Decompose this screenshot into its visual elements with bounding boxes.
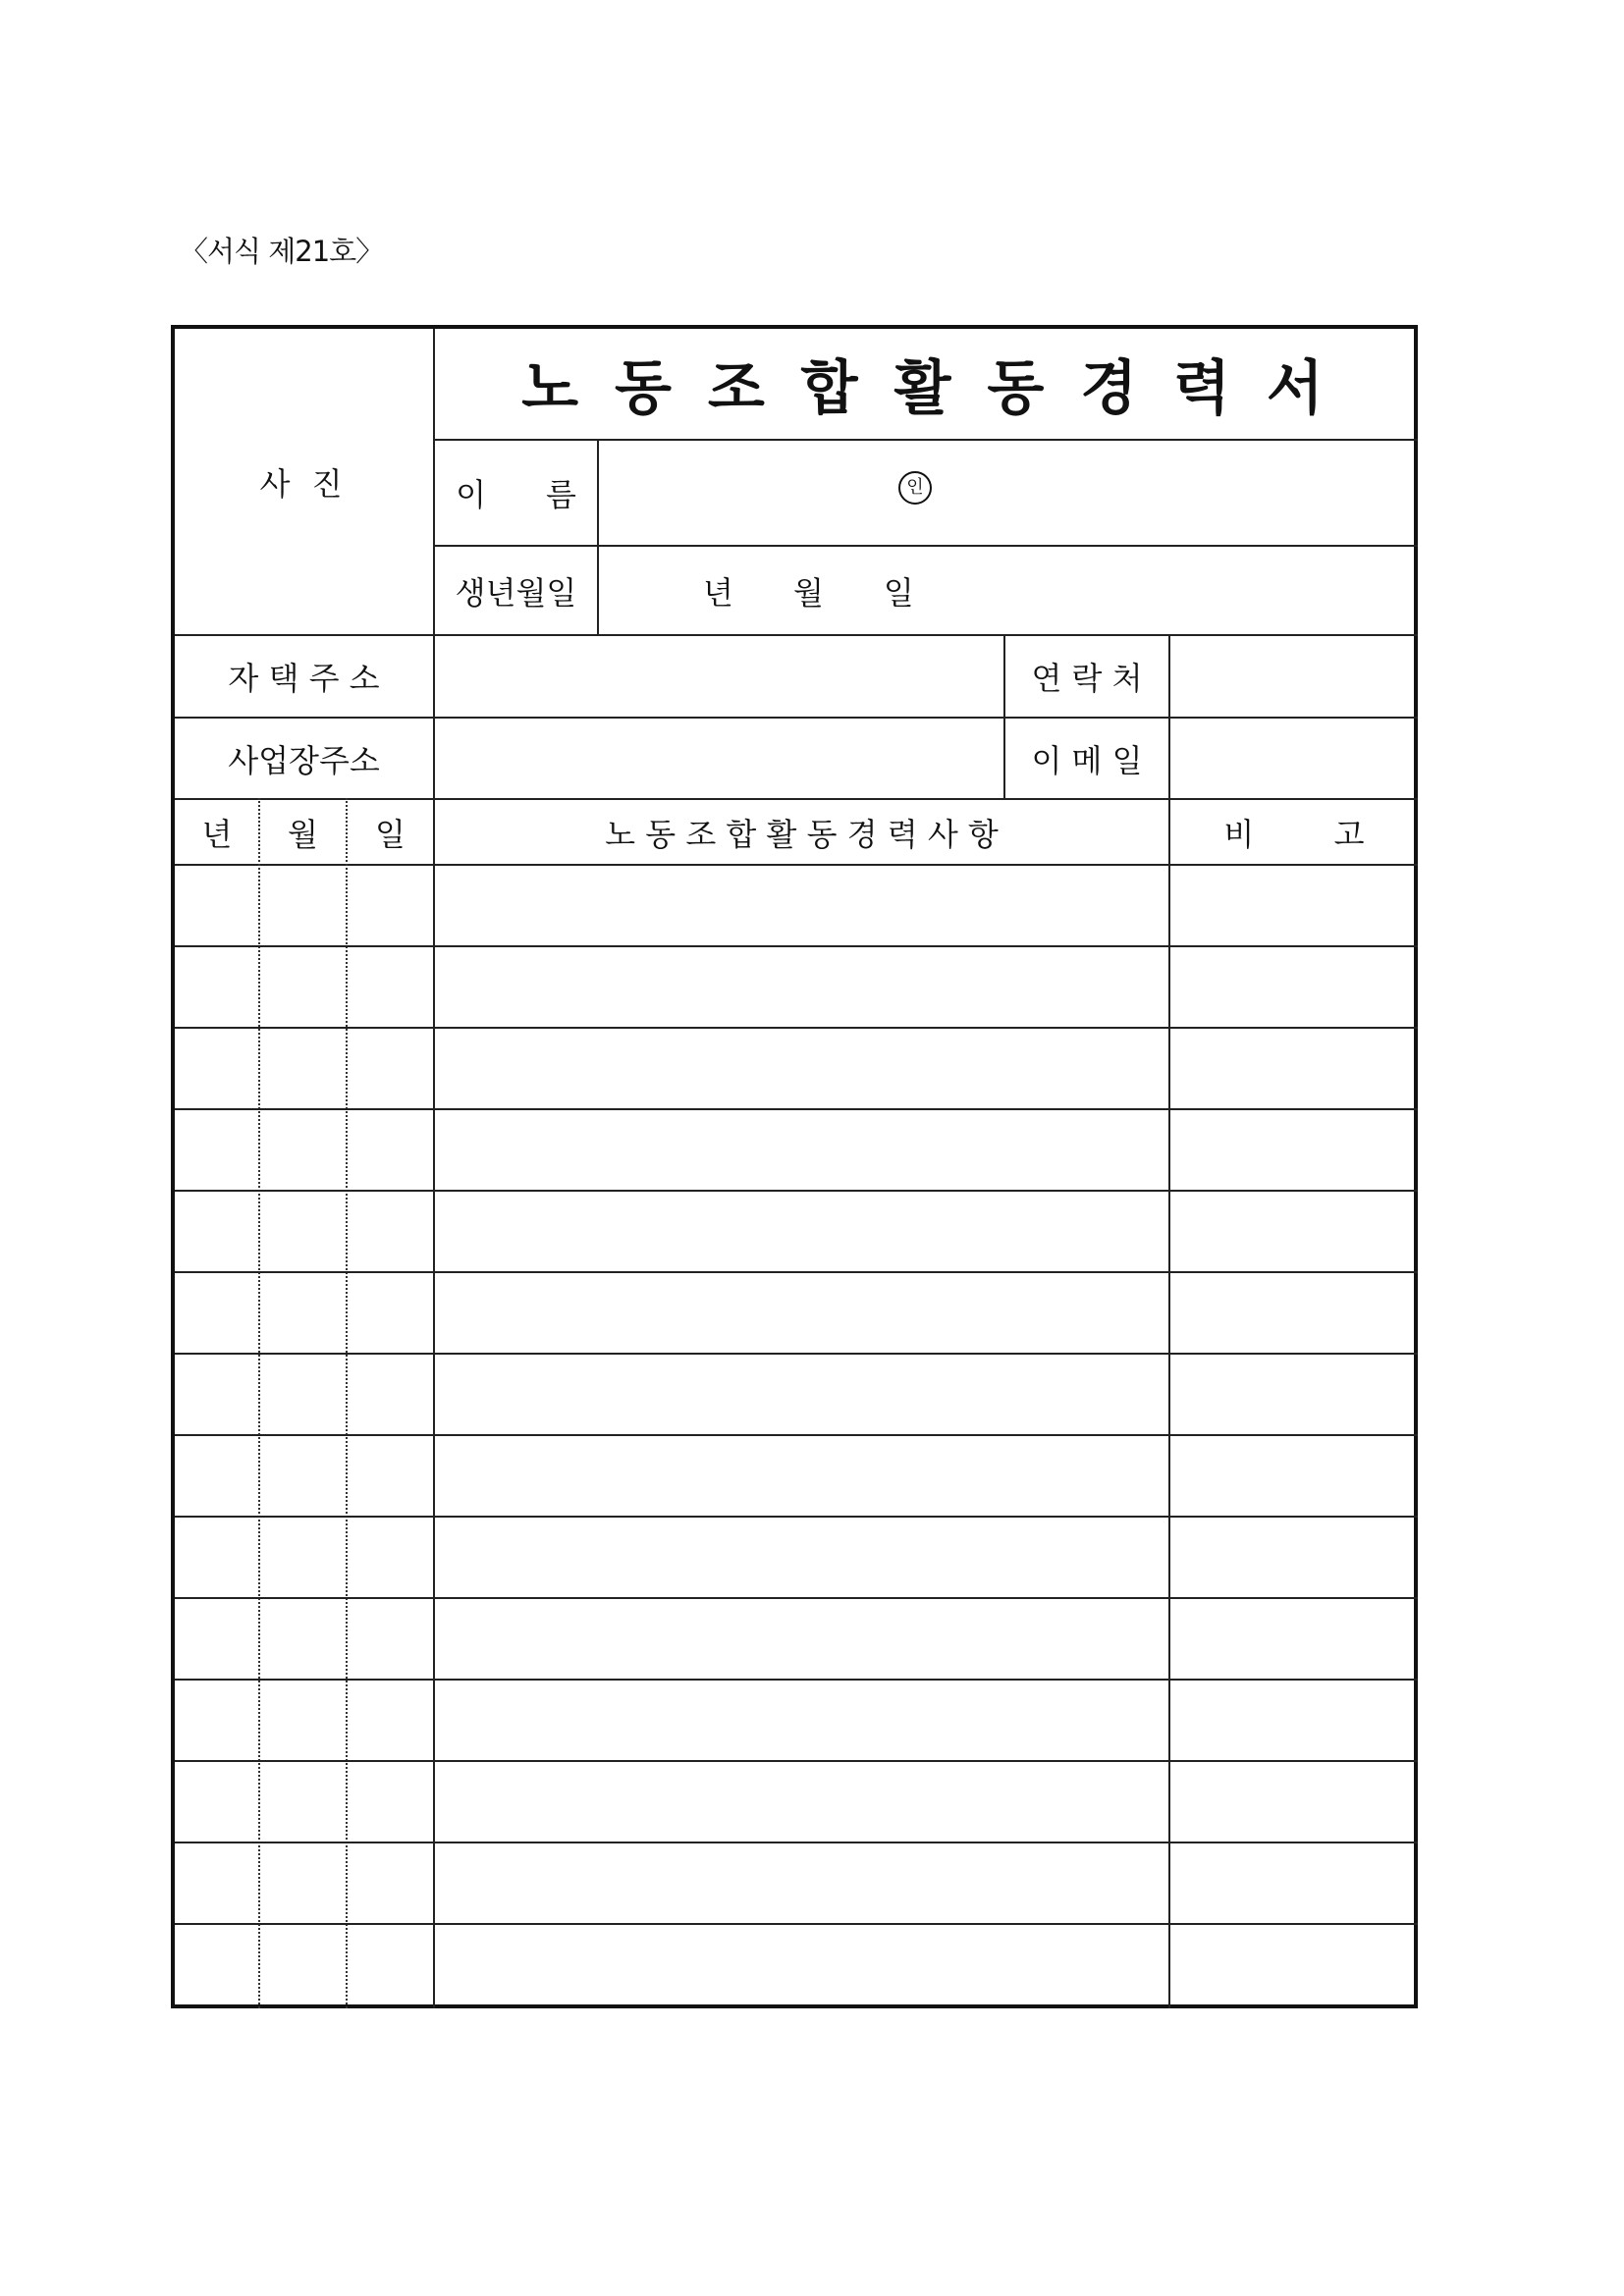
form-number: 〈서식 제21호〉 — [180, 235, 384, 268]
row-month-cell[interactable] — [260, 1355, 346, 1434]
row-year-cell[interactable] — [175, 1110, 259, 1190]
row-remarks-cell[interactable] — [1170, 1273, 1418, 1353]
column-header-year: 년 — [201, 815, 233, 853]
row-year-cell[interactable] — [175, 1843, 259, 1923]
name-field[interactable] — [599, 441, 1418, 545]
row-day-cell[interactable] — [348, 1599, 433, 1679]
row-year-cell[interactable] — [175, 947, 259, 1027]
row-activity-cell[interactable] — [435, 1110, 1168, 1190]
row-remarks-cell[interactable] — [1170, 1436, 1418, 1516]
row-day-cell[interactable] — [348, 1436, 433, 1516]
row-activity-cell[interactable] — [435, 1681, 1168, 1760]
birth-label: 생년월일 — [455, 573, 577, 612]
row-year-cell[interactable] — [175, 1762, 259, 1842]
row-month-cell[interactable] — [260, 1436, 346, 1516]
row-year-cell[interactable] — [175, 1192, 259, 1271]
home-address-field[interactable] — [435, 636, 1003, 717]
photo-label: 사 진 — [259, 464, 349, 503]
row-activity-cell[interactable] — [435, 1762, 1168, 1842]
column-header-activity: 노 동 조 합 활 동 경 력 사 항 — [605, 815, 999, 853]
row-remarks-cell[interactable] — [1170, 1518, 1418, 1597]
birth-field[interactable] — [599, 547, 1418, 634]
row-day-cell[interactable] — [348, 1029, 433, 1108]
work-address-field[interactable] — [435, 719, 1003, 798]
email-label: 이 메 일 — [1031, 741, 1143, 779]
row-day-cell[interactable] — [348, 1843, 433, 1923]
row-year-cell[interactable] — [175, 1599, 259, 1679]
contact-field[interactable] — [1170, 636, 1418, 717]
row-day-cell[interactable] — [348, 1355, 433, 1434]
row-remarks-cell[interactable] — [1170, 1355, 1418, 1434]
row-remarks-cell[interactable] — [1170, 1110, 1418, 1190]
row-activity-cell[interactable] — [435, 947, 1168, 1027]
row-remarks-cell[interactable] — [1170, 1599, 1418, 1679]
row-remarks-cell[interactable] — [1170, 1681, 1418, 1760]
column-header-month: 월 — [288, 815, 318, 853]
row-remarks-cell[interactable] — [1170, 1192, 1418, 1271]
row-day-cell[interactable] — [348, 1273, 433, 1353]
row-activity-cell[interactable] — [435, 1273, 1168, 1353]
row-day-cell[interactable] — [348, 1110, 433, 1190]
row-year-cell[interactable] — [175, 866, 259, 945]
name-label: 이 름 — [456, 476, 576, 513]
row-activity-cell[interactable] — [435, 1029, 1168, 1108]
row-month-cell[interactable] — [260, 1110, 346, 1190]
birth-date-units: 년 월 일 — [703, 573, 914, 612]
email-field[interactable] — [1170, 719, 1418, 798]
row-month-cell[interactable] — [260, 1192, 346, 1271]
row-activity-cell[interactable] — [435, 1925, 1168, 2004]
home-address-label: 자 택 주 소 — [228, 660, 380, 697]
row-year-cell[interactable] — [175, 1925, 259, 2004]
row-activity-cell[interactable] — [435, 1192, 1168, 1271]
form-title: 노 동 조 합 활 동 경 력 서 — [521, 354, 1331, 423]
row-year-cell[interactable] — [175, 1273, 259, 1353]
row-day-cell[interactable] — [348, 1518, 433, 1597]
row-year-cell[interactable] — [175, 1029, 259, 1108]
seal-mark: 인 — [898, 471, 932, 505]
row-activity-cell[interactable] — [435, 1843, 1168, 1923]
row-year-cell[interactable] — [175, 1355, 259, 1434]
row-remarks-cell[interactable] — [1170, 1843, 1418, 1923]
row-activity-cell[interactable] — [435, 1355, 1168, 1434]
row-month-cell[interactable] — [260, 1925, 346, 2004]
row-month-cell[interactable] — [260, 1762, 346, 1842]
row-remarks-cell[interactable] — [1170, 1925, 1418, 2004]
row-year-cell[interactable] — [175, 1681, 259, 1760]
row-day-cell[interactable] — [348, 1192, 433, 1271]
row-day-cell[interactable] — [348, 1925, 433, 2004]
row-month-cell[interactable] — [260, 1273, 346, 1353]
row-activity-cell[interactable] — [435, 1599, 1168, 1679]
row-activity-cell[interactable] — [435, 1518, 1168, 1597]
row-month-cell[interactable] — [260, 1843, 346, 1923]
row-year-cell[interactable] — [175, 1436, 259, 1516]
row-day-cell[interactable] — [348, 947, 433, 1027]
row-activity-cell[interactable] — [435, 866, 1168, 945]
contact-label: 연 락 처 — [1031, 660, 1143, 697]
activity-record-form — [171, 325, 1418, 2008]
row-day-cell[interactable] — [348, 866, 433, 945]
work-address-label: 사업장주소 — [228, 741, 380, 779]
row-remarks-cell[interactable] — [1170, 1762, 1418, 1842]
row-remarks-cell[interactable] — [1170, 1029, 1418, 1108]
row-month-cell[interactable] — [260, 1599, 346, 1679]
row-activity-cell[interactable] — [435, 1436, 1168, 1516]
row-month-cell[interactable] — [260, 947, 346, 1027]
row-day-cell[interactable] — [348, 1681, 433, 1760]
row-remarks-cell[interactable] — [1170, 947, 1418, 1027]
row-remarks-cell[interactable] — [1170, 866, 1418, 945]
row-month-cell[interactable] — [260, 1518, 346, 1597]
row-month-cell[interactable] — [260, 866, 346, 945]
row-month-cell[interactable] — [260, 1029, 346, 1108]
column-header-remarks: 비 고 — [1223, 815, 1365, 853]
row-month-cell[interactable] — [260, 1681, 346, 1760]
row-day-cell[interactable] — [348, 1762, 433, 1842]
row-year-cell[interactable] — [175, 1518, 259, 1597]
column-header-day: 일 — [375, 815, 406, 853]
